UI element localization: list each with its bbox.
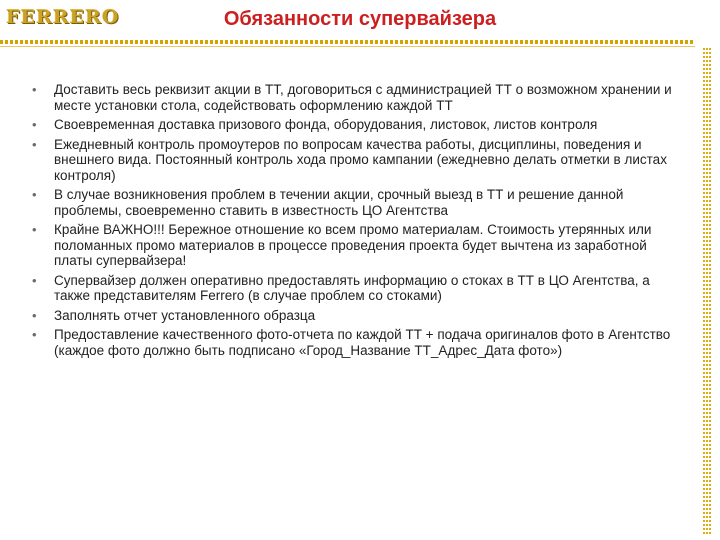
ferrero-logo: FERRERO	[6, 6, 120, 28]
list-item	[32, 117, 672, 133]
list-item-text: Заполнять отчет установленного образца	[54, 307, 316, 323]
bullet-icon: •	[32, 327, 37, 342]
list-item-text: Своевременная доставка призового фонда, оборудования, листовок, листов контроля	[54, 117, 598, 132]
list-item-text: Доставить весь реквизит акции в ТТ, договориться с администрацией ТТ о возможном хранении и месте установки стола, содействовать оформлению каждой ТТ	[54, 82, 672, 113]
bullet-icon: •	[32, 272, 37, 288]
bullet-icon: •	[32, 117, 37, 132]
header-divider	[0, 40, 695, 44]
list-item	[32, 137, 672, 184]
bullet-icon: •	[32, 187, 37, 202]
page-title: Обязанности супервайзера	[223, 8, 497, 30]
list-item	[32, 308, 672, 324]
list-item-text: В случае возникновения проблем в течении акции, срочный выезд в ТТ и решение данной проблемы, своевременно ставить в известность ЦО Агентства	[54, 187, 624, 218]
list-item	[32, 327, 672, 358]
bullet-icon: •	[32, 307, 37, 323]
list-item	[32, 187, 672, 218]
list-item-text: Супервайзер должен оперативно предоставлять информацию о стоках в ТТ в ЦО Агентства, а также представителям Ferrero (в случае проблем со стоками)	[54, 272, 650, 303]
duties-list	[32, 82, 672, 362]
bullet-icon: •	[32, 82, 37, 97]
bullet-icon: •	[32, 136, 37, 152]
header-divider-line	[0, 46, 695, 47]
list-item-text: Предоставление качественного фото-отчета по каждой ТТ + подача оригиналов фото в Агентство (каждое фото должно быть подписано «Город_Название ТТ_Адрес_Дата фото»)	[54, 327, 671, 358]
decorative-side-bar	[703, 48, 712, 536]
bullet-icon: •	[32, 222, 37, 237]
list-item-text: Крайне ВАЖНО!!! Бережное отношение ко всем промо материалам. Стоимость утерянных или поломанных промо материалов в процессе проведения проекта будет вычтена из заработной платы супервайзера!	[54, 222, 652, 268]
list-item	[32, 222, 672, 269]
list-item	[32, 82, 672, 113]
list-item	[32, 273, 672, 304]
list-item-text: Ежедневный контроль промоутеров по вопросам качества работы, дисциплины, поведения и внешнего вида. Постоянный контроль хода промо кампании (ежедневно делать отметки в листах контроля)	[54, 136, 667, 183]
